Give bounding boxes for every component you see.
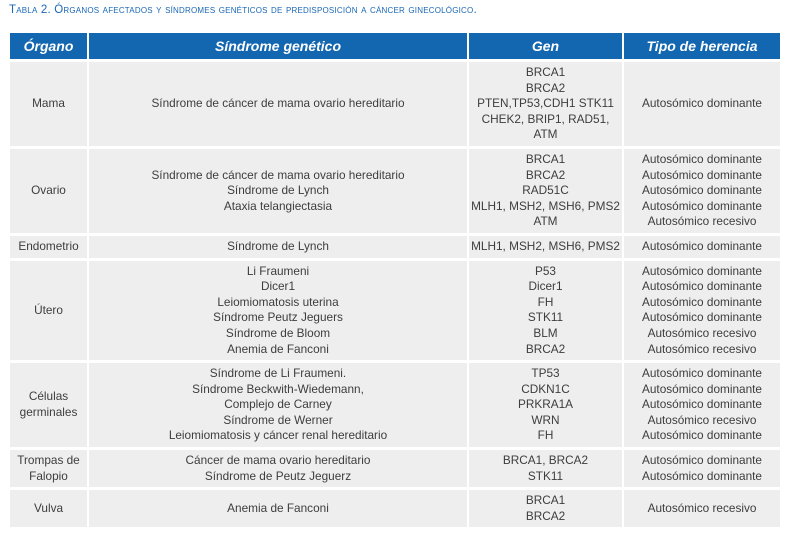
inheritance-cell: [624, 261, 780, 361]
syndrome-cell: [89, 490, 467, 527]
syndrome-cell: [89, 62, 467, 146]
gene-cell: [469, 363, 622, 447]
cell-line: Autosómico dominante: [641, 167, 762, 182]
cell-line: Síndrome de Lynch: [227, 238, 329, 253]
cell-line: Mama: [32, 96, 65, 111]
cell-line: BRCA2: [525, 80, 566, 95]
genetic-syndromes-table: [8, 30, 782, 530]
cell-line: ATM: [533, 127, 558, 142]
inheritance-cell: [624, 363, 780, 447]
cell-line: Anemia de Fanconi: [227, 501, 329, 516]
cell-line: Autosómico dominante: [641, 198, 762, 213]
gene-cell: [469, 261, 622, 361]
organ-cell: [10, 62, 87, 146]
table-header-row: [10, 33, 780, 59]
cell-line: Autosómico dominante: [641, 151, 762, 166]
cell-line: germinales: [19, 405, 78, 420]
cell-line: Autosómico dominante: [641, 468, 762, 483]
table-body: [10, 62, 780, 527]
cell-line: BRCA2: [525, 167, 566, 182]
cell-line: Síndrome de cáncer de mama ovario hereditario: [151, 96, 405, 111]
cell-line: Autosómico dominante: [641, 397, 762, 412]
cell-line: FH: [537, 428, 554, 443]
cell-line: BLM: [533, 325, 558, 340]
table-caption: Tabla 2. Órganos afectados y síndromes genéticos de predisposición a cáncer ginecológico.: [9, 4, 477, 16]
cell-line: PRKRA1A: [517, 397, 574, 412]
cell-line: Autosómico recesivo: [647, 341, 757, 356]
cell-line: Dicer1: [528, 279, 563, 294]
cell-line: Autosómico dominante: [641, 263, 762, 278]
cell-line: Síndrome Beckwith-Wiedemann,: [192, 381, 364, 396]
cell-line: RAD51C: [522, 183, 569, 198]
cell-line: Síndrome de Bloom: [225, 325, 331, 340]
cell-line: Autosómico recesivo: [647, 214, 757, 229]
inheritance-cell: [624, 62, 780, 146]
cell-line: Li Fraumeni: [246, 263, 310, 278]
table-row: [10, 490, 780, 527]
cell-line: Autosómico dominante: [641, 279, 762, 294]
syndrome-cell: [89, 149, 467, 233]
header-syndrome: Síndrome genético: [89, 33, 467, 59]
table-row: [10, 363, 780, 447]
table-row: [10, 149, 780, 233]
syndrome-cell: [89, 450, 467, 487]
inheritance-cell: [624, 236, 780, 258]
inheritance-cell: [624, 490, 780, 527]
cell-line: Células: [28, 389, 69, 404]
cell-line: TP53: [531, 366, 560, 381]
cell-line: Autosómico dominante: [641, 366, 762, 381]
cell-line: FH: [537, 294, 554, 309]
table-row: [10, 261, 780, 361]
cell-line: Falopio: [29, 468, 68, 483]
header-gene: Gen: [469, 33, 622, 59]
cell-line: Autosómico dominante: [641, 453, 762, 468]
cell-line: Complejo de Carney: [224, 397, 332, 412]
gene-cell: [469, 450, 622, 487]
cell-line: Síndrome de Werner: [223, 412, 333, 427]
cell-line: Anemia de Fanconi: [227, 341, 329, 356]
cell-line: Trompas de: [17, 453, 80, 468]
inheritance-cell: [624, 450, 780, 487]
cell-line: Autosómico dominante: [641, 428, 762, 443]
header-inheritance: Tipo de herencia: [624, 33, 780, 59]
cell-line: Leiomiomatosis y cáncer renal hereditario: [168, 428, 388, 443]
table-row: [10, 450, 780, 487]
cell-line: P53: [535, 263, 556, 278]
cell-line: Ataxia telangiectasia: [223, 198, 333, 213]
syndrome-cell: [89, 236, 467, 258]
cell-line: Autosómico dominante: [641, 183, 762, 198]
cell-line: Autosómico recesivo: [647, 501, 757, 516]
cell-line: Cáncer de mama ovario hereditario: [185, 453, 371, 468]
syndrome-cell: [89, 363, 467, 447]
table-row: [10, 62, 780, 146]
syndrome-cell: [89, 261, 467, 361]
organ-cell: [10, 261, 87, 361]
header-organ: Órgano: [10, 33, 87, 59]
cell-line: Autosómico dominante: [641, 381, 762, 396]
organ-cell: [10, 490, 87, 527]
cell-line: BRCA1, BRCA2: [502, 453, 589, 468]
cell-line: ATM: [533, 214, 558, 229]
cell-line: CHEK2, BRIP1, RAD51,: [481, 111, 610, 126]
cell-line: STK11: [527, 310, 564, 325]
cell-line: MLH1, MSH2, MSH6, PMS2: [471, 198, 620, 213]
cell-line: CDKN1C: [521, 381, 570, 396]
gene-cell: [469, 236, 622, 258]
cell-line: Autosómico recesivo: [647, 412, 757, 427]
cell-line: Útero: [34, 302, 63, 317]
cell-line: BRCA2: [525, 341, 566, 356]
cell-line: Síndrome de Peutz Jeguerz: [204, 468, 352, 483]
cell-line: WRN: [531, 412, 560, 427]
cell-line: Endometrio: [18, 238, 79, 253]
cell-line: BRCA1: [525, 65, 566, 79]
cell-line: Autosómico dominante: [641, 238, 762, 253]
cell-line: Síndrome de cáncer de mama ovario hereditario: [151, 167, 405, 182]
cell-line: Autosómico dominante: [641, 96, 762, 111]
cell-line: PTEN,TP53,CDH1 STK11: [477, 96, 614, 111]
inheritance-cell: [624, 149, 780, 233]
gene-cell: [469, 490, 622, 527]
cell-line: Síndrome de Lynch: [227, 183, 329, 198]
organ-cell: [10, 363, 87, 447]
cell-line: Síndrome de Li Fraumeni.: [209, 366, 347, 381]
cell-line: BRCA1: [525, 151, 566, 166]
cell-line: BRCA2: [525, 508, 566, 523]
cell-line: Síndrome Peutz Jeguers: [213, 310, 343, 325]
organ-cell: [10, 236, 87, 258]
cell-line: Vulva: [33, 501, 64, 516]
cell-line: Autosómico dominante: [641, 294, 762, 309]
organ-cell: [10, 149, 87, 233]
cell-line: Autosómico recesivo: [647, 325, 757, 340]
cell-line: MLH1, MSH2, MSH6, PMS2: [471, 238, 620, 253]
organ-cell: [10, 450, 87, 487]
cell-line: BRCA1: [525, 493, 566, 508]
gene-cell: [469, 149, 622, 233]
cell-line: Dicer1: [260, 279, 296, 294]
cell-line: Autosómico dominante: [641, 310, 762, 325]
cell-line: STK11: [527, 468, 564, 483]
cell-line: Ovario: [31, 183, 66, 198]
gene-cell: [469, 62, 622, 146]
table-row: [10, 236, 780, 258]
cell-line: Leiomiomatosis uterina: [217, 294, 339, 309]
